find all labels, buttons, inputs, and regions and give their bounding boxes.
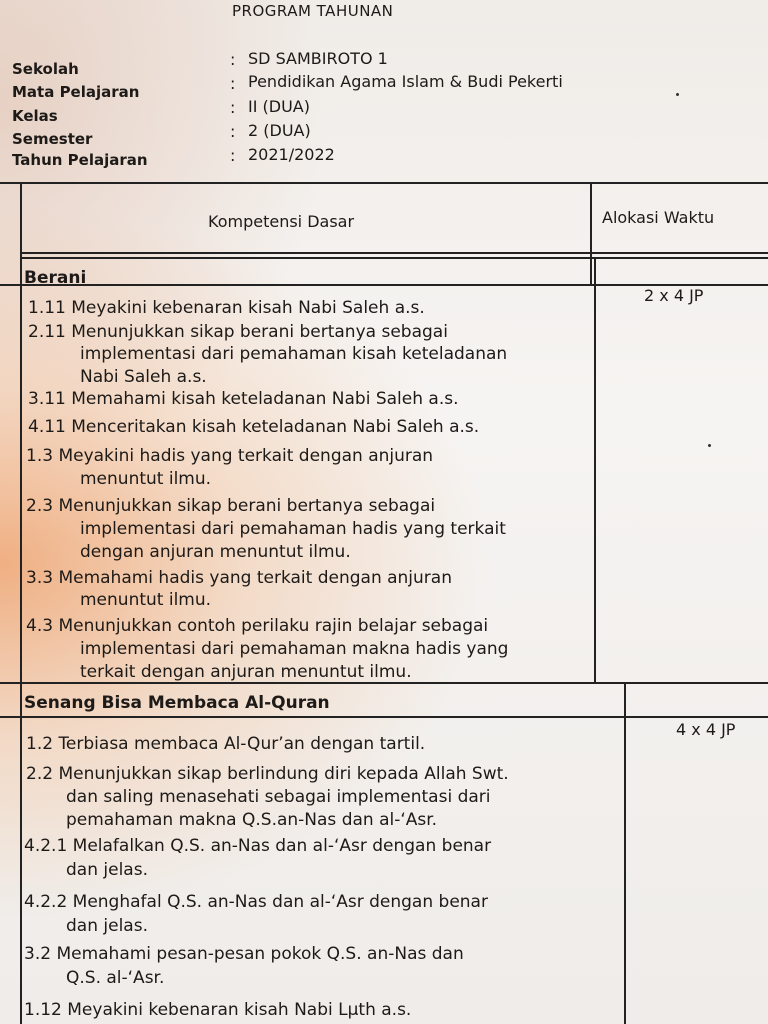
kd-item-cont: implementasi dari pemahaman makna hadis yang	[80, 639, 509, 659]
section-title-berani: Berani	[24, 268, 87, 288]
header-label-kelas: Kelas	[12, 107, 58, 125]
alokasi-al-quran: 4 x 4 JP	[676, 720, 736, 739]
kd-item-cont: terkait dengan anjuran menuntut ilmu.	[80, 662, 412, 682]
kd-item-cont: implementasi dari pemahaman kisah keteladanan	[80, 344, 508, 364]
header-separator: :	[230, 98, 236, 117]
kd-item-cont: dan jelas.	[66, 916, 148, 936]
kd-item: 3.11 Memahami kisah keteladanan Nabi Saleh a.s.	[28, 389, 459, 409]
kd-item-cont: Q.S. al-‘Asr.	[66, 968, 165, 988]
section-title-al-quran: Senang Bisa Membaca Al-Quran	[24, 693, 330, 713]
alokasi-berani: 2 x 4 JP	[644, 286, 704, 305]
header-value-mata-pelajaran: Pendidikan Agama Islam & Budi Pekerti	[248, 72, 563, 91]
kd-item-cont: menuntut ilmu.	[80, 469, 212, 489]
kd-item: 1.11 Meyakini kebenaran kisah Nabi Saleh a.s.	[28, 298, 425, 318]
table-header-divider	[20, 252, 768, 254]
header-value-kelas: II (DUA)	[248, 97, 310, 116]
kd-item: 3.2 Memahami pesan-pesan pokok Q.S. an-Nas dan	[24, 944, 464, 964]
kd-item-cont: Nabi Saleh a.s.	[80, 367, 207, 387]
column-header-kompetensi-dasar: Kompetensi Dasar	[208, 212, 355, 231]
kd-item-cont: dengan anjuran menuntut ilmu.	[80, 542, 351, 562]
header-label-tahun-pelajaran: Tahun Pelajaran	[12, 151, 148, 169]
header-value-tahun-pelajaran: 2021/2022	[248, 145, 335, 164]
kd-item: 1.3 Meyakini hadis yang terkait dengan anjuran	[26, 446, 434, 466]
kd-item-cont: menuntut ilmu.	[80, 590, 212, 610]
kd-item: 2.2 Menunjukkan sikap berlindung diri kepada Allah Swt.	[26, 764, 509, 784]
header-separator: :	[230, 74, 236, 93]
kd-item: 3.3 Memahami hadis yang terkait dengan anjuran	[26, 568, 452, 588]
speck	[708, 444, 711, 447]
kd-item: 1.2 Terbiasa membaca Al-Qur’an dengan tartil.	[26, 734, 426, 754]
column-header-alokasi-waktu: Alokasi Waktu	[602, 208, 715, 227]
section-divider	[0, 716, 768, 718]
kd-item-cont: implementasi dari pemahaman hadis yang terkait	[80, 519, 506, 539]
kd-item: 4.3 Menunjukkan contoh perilaku rajin belajar sebagai	[26, 616, 489, 636]
kd-item-cont: dan saling menasehati sebagai implementasi dari	[66, 787, 491, 807]
kd-item: 4.2.2 Menghafal Q.S. an-Nas dan al-‘Asr dengan benar	[24, 892, 488, 912]
column-divider	[624, 682, 626, 1024]
kd-item: 1.12 Meyakini kebenaran kisah Nabi Lµth a.s.	[24, 1000, 412, 1020]
header-value-semester: 2 (DUA)	[248, 121, 311, 140]
header-label-mata-pelajaran: Mata Pelajaran	[12, 83, 140, 101]
table-border-top	[0, 182, 768, 184]
kd-item-cont: dan jelas.	[66, 860, 148, 880]
table-header-divider	[20, 257, 768, 259]
header-separator: :	[230, 50, 236, 69]
kd-item: 4.11 Menceritakan kisah keteladanan Nabi Saleh a.s.	[28, 417, 480, 437]
header-separator: :	[230, 146, 236, 165]
speck	[676, 93, 679, 96]
column-divider	[590, 182, 592, 286]
header-label-sekolah: Sekolah	[12, 60, 79, 78]
table-border-left	[20, 182, 22, 1024]
header-label-semester: Semester	[12, 130, 93, 148]
header-separator: :	[230, 122, 236, 141]
kd-item: 4.2.1 Melafalkan Q.S. an-Nas dan al-‘Asr dengan benar	[24, 836, 492, 856]
program-table	[0, 182, 768, 1024]
kd-item: 2.3 Menunjukkan sikap berani bertanya sebagai	[26, 496, 436, 516]
kd-item: 2.11 Menunjukkan sikap berani bertanya sebagai	[28, 322, 448, 342]
column-divider	[594, 257, 596, 682]
document-title: PROGRAM TAHUNAN	[232, 2, 394, 20]
kd-item-cont: pemahaman makna Q.S.an-Nas dan al-‘Asr.	[66, 810, 438, 830]
header-value-sekolah: SD SAMBIROTO 1	[248, 49, 388, 68]
